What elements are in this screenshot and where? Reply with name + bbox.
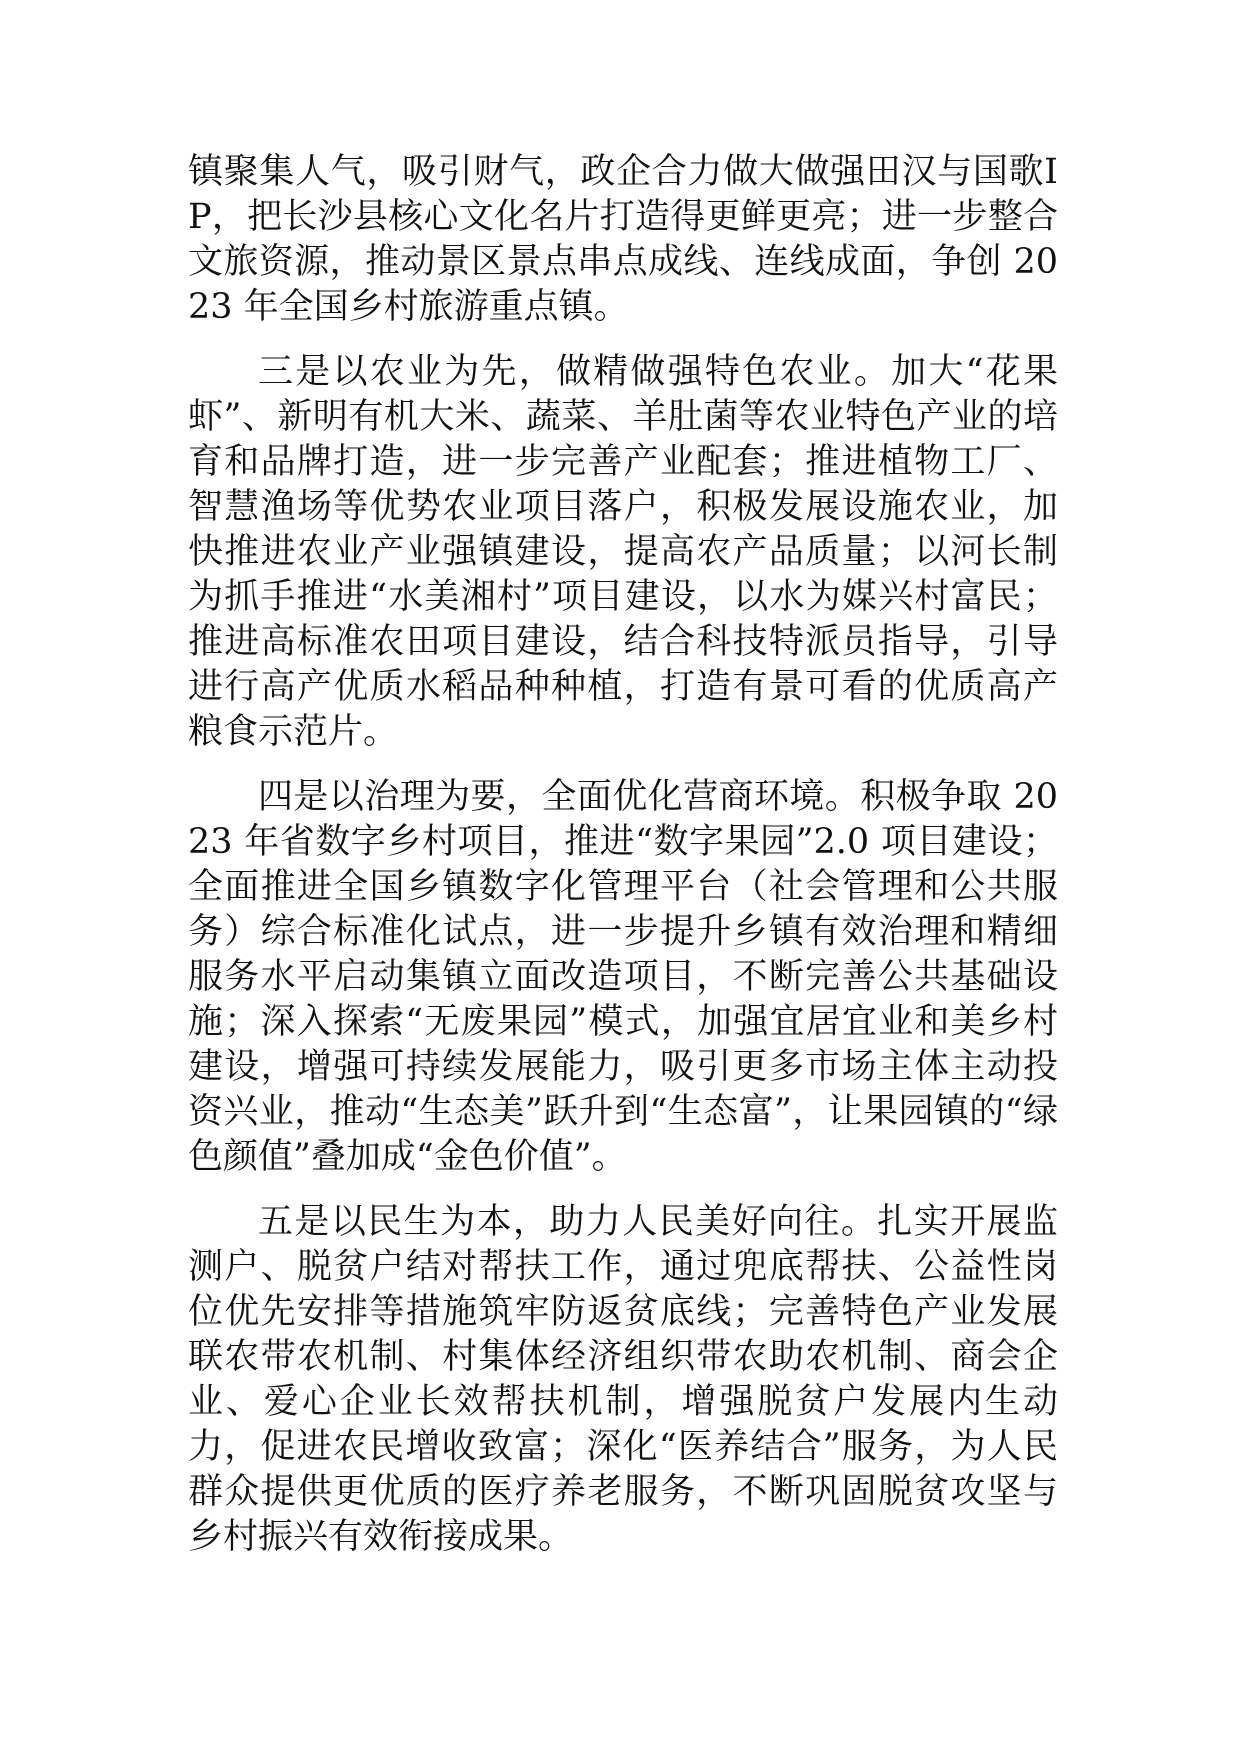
paragraph-livelihood: 五是以民生为本，助力人民美好向往。扎实开展监测户、脱贫户结对帮扶工作，通过兜底帮扶、公益性岗位优先安排等措施筑牢防返贫底线；完善特色产业发展联农带农机制、村集体经济组织带农助农机制、商会企业、爱心企业长效帮扶机制，增强脱贫户发展内生动力，促进农民增收致富；深化“医养结合”服务，为人民群众提供更优质的医疗养老服务，不断巩固脱贫攻坚与乡村振兴有效衔接成果。 <box>188 1202 1058 1557</box>
paragraph-governance: 四是以治理为要，全面优化营商环境。积极争取 2023 年省数字乡村项目，推进“数字果园”2.0 项目建设；全面推进全国乡镇数字化管理平台（社会管理和公共服务）综合标准化试点，进一步提升乡镇有效治理和精细服务水平启动集镇立面改造项目，不断完善公共基础设施；深入探索“无废果园”模式，加强宜居宜业和美乡村建设，增强可持续发展能力，吸引更多市场主体主动投资兴业，推动“生态美”跃升到“生态富”，让果园镇的“绿色颜值”叠加成“金色价值”。 <box>188 777 1058 1177</box>
paragraph-agriculture: 三是以农业为先，做精做强特色农业。加大“花果虾”、新明有机大米、蔬菜、羊肚菌等农业特色产业的培育和品牌打造，进一步完善产业配套；推进植物工厂、智慧渔场等优势农业项目落户，积极发展设施农业，加快推进农业产业强镇建设，提高农产品质量；以河长制为抓手推进“水美湘村”项目建设，以水为媒兴村富民；推进高标准农田项目建设，结合科技特派员指导，引导进行高产优质水稻品种种植，打造有景可看的优质高产粮食示范片。 <box>188 352 1058 752</box>
document-page <box>188 150 1058 1580</box>
paragraph-continuation: 镇聚集人气，吸引财气，政企合力做大做强田汉与国歌IP，把长沙县核心文化名片打造得更鲜更亮；进一步整合文旅资源，推动景区景点串点成线、连线成面，争创 2023 年全国乡村旅游重点镇。 <box>188 152 1058 327</box>
